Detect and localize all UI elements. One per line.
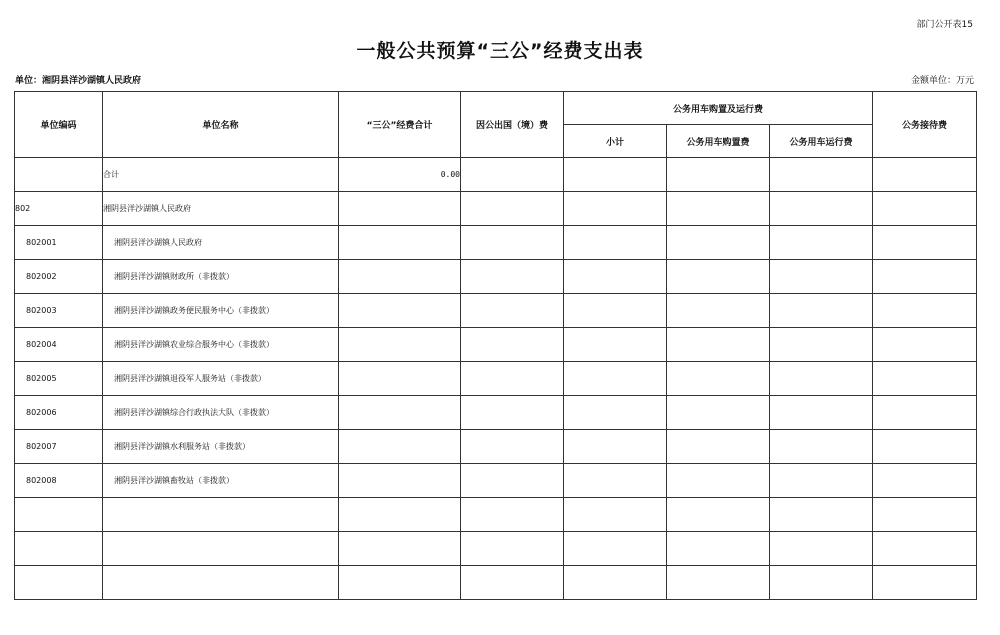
table-row [15, 498, 977, 532]
header-reception: 公务接待费 [873, 92, 977, 158]
cell-purchase [667, 192, 770, 226]
cell-name: 湘阴县洋沙湖镇畜牧站（非拨款） [103, 464, 339, 498]
cell-total [339, 430, 461, 464]
cell-operation [770, 362, 873, 396]
cell-subtotal [564, 328, 667, 362]
cell-abroad [461, 328, 564, 362]
cell-abroad [461, 498, 564, 532]
cell-purchase [667, 226, 770, 260]
table-row [15, 260, 977, 294]
cell-operation [770, 566, 873, 600]
table-row [15, 362, 977, 396]
cell-reception [873, 464, 977, 498]
cell-purchase [667, 158, 770, 192]
cell-name: 湘阴县洋沙湖镇人民政府 [103, 192, 339, 226]
cell-subtotal [564, 362, 667, 396]
cell-code: 802001 [15, 226, 103, 260]
cell-total [339, 328, 461, 362]
cell-subtotal [564, 294, 667, 328]
cell-operation [770, 328, 873, 362]
cell-code: 802008 [15, 464, 103, 498]
header-total: “三公”经费合计 [339, 92, 461, 158]
cell-name: 湘阴县洋沙湖镇政务便民服务中心（非拨款） [103, 294, 339, 328]
cell-total [339, 498, 461, 532]
cell-reception [873, 226, 977, 260]
expenditure-table [14, 91, 977, 600]
cell-subtotal [564, 532, 667, 566]
cell-abroad [461, 532, 564, 566]
cell-code [15, 532, 103, 566]
cell-reception [873, 192, 977, 226]
cell-reception [873, 396, 977, 430]
header-purchase: 公务用车购置费 [667, 125, 770, 158]
cell-name: 湘阴县洋沙湖镇综合行政执法大队（非拨款） [103, 396, 339, 430]
unit-label: 单位：湘阴县洋沙湖镇人民政府 [15, 76, 142, 86]
cell-code: 802007 [15, 430, 103, 464]
cell-purchase [667, 362, 770, 396]
cell-name [103, 532, 339, 566]
cell-abroad [461, 294, 564, 328]
cell-total [339, 294, 461, 328]
page-title: 一般公共预算“三公”经费支出表 [356, 40, 644, 62]
cell-abroad [461, 396, 564, 430]
table-row [15, 158, 977, 192]
cell-operation [770, 464, 873, 498]
table-body [15, 158, 977, 600]
cell-name: 合计 [103, 158, 339, 192]
cell-name: 湘阴县洋沙湖镇水利服务站（非拨款） [103, 430, 339, 464]
cell-subtotal [564, 498, 667, 532]
table-row [15, 192, 977, 226]
cell-purchase [667, 430, 770, 464]
cell-operation [770, 158, 873, 192]
cell-operation [770, 192, 873, 226]
header-code: 单位编码 [15, 92, 103, 158]
cell-code: 802003 [15, 294, 103, 328]
cell-operation [770, 294, 873, 328]
table-row [15, 430, 977, 464]
cell-purchase [667, 294, 770, 328]
cell-subtotal [564, 396, 667, 430]
cell-name: 湘阴县洋沙湖镇财政所（非拨款） [103, 260, 339, 294]
cell-total [339, 362, 461, 396]
cell-purchase [667, 260, 770, 294]
cell-total: 0.00 [339, 158, 461, 192]
header-operation: 公务用车运行费 [770, 125, 873, 158]
cell-code [15, 158, 103, 192]
cell-total [339, 396, 461, 430]
cell-purchase [667, 532, 770, 566]
cell-subtotal [564, 566, 667, 600]
header-abroad: 因公出国（境）费 [461, 92, 564, 158]
cell-purchase [667, 498, 770, 532]
cell-abroad [461, 464, 564, 498]
table-row [15, 566, 977, 600]
cell-code: 802 [15, 192, 103, 226]
cell-total [339, 192, 461, 226]
table-row [15, 532, 977, 566]
cell-operation [770, 498, 873, 532]
cell-reception [873, 498, 977, 532]
cell-subtotal [564, 464, 667, 498]
header-subtotal: 小计 [564, 125, 667, 158]
cell-abroad [461, 158, 564, 192]
cell-reception [873, 430, 977, 464]
cell-reception [873, 532, 977, 566]
cell-reception [873, 566, 977, 600]
cell-abroad [461, 430, 564, 464]
cell-code: 802004 [15, 328, 103, 362]
form-number: 部门公开表15 [916, 20, 973, 30]
cell-code: 802005 [15, 362, 103, 396]
cell-name [103, 498, 339, 532]
table-row [15, 328, 977, 362]
cell-operation [770, 260, 873, 294]
table-row [15, 464, 977, 498]
cell-total [339, 226, 461, 260]
cell-total [339, 532, 461, 566]
cell-code: 802002 [15, 260, 103, 294]
cell-operation [770, 226, 873, 260]
header-name: 单位名称 [103, 92, 339, 158]
cell-name: 湘阴县洋沙湖镇农业综合服务中心（非拨款） [103, 328, 339, 362]
cell-name: 湘阴县洋沙湖镇退役军人服务站（非拨款） [103, 362, 339, 396]
cell-reception [873, 328, 977, 362]
cell-subtotal [564, 430, 667, 464]
table-row [15, 226, 977, 260]
cell-purchase [667, 566, 770, 600]
cell-total [339, 260, 461, 294]
cell-name [103, 566, 339, 600]
cell-abroad [461, 362, 564, 396]
cell-purchase [667, 396, 770, 430]
cell-name: 湘阴县洋沙湖镇人民政府 [103, 226, 339, 260]
cell-abroad [461, 260, 564, 294]
table-row [15, 294, 977, 328]
cell-reception [873, 260, 977, 294]
cell-reception [873, 294, 977, 328]
cell-reception [873, 362, 977, 396]
cell-subtotal [564, 226, 667, 260]
cell-subtotal [564, 158, 667, 192]
cell-total [339, 566, 461, 600]
header-vehicle-group: 公务用车购置及运行费 [564, 92, 873, 125]
cell-abroad [461, 566, 564, 600]
cell-code [15, 498, 103, 532]
cell-code: 802006 [15, 396, 103, 430]
cell-subtotal [564, 260, 667, 294]
money-unit-label: 金额单位：万元 [910, 76, 974, 86]
cell-operation [770, 396, 873, 430]
cell-code [15, 566, 103, 600]
cell-purchase [667, 464, 770, 498]
cell-abroad [461, 192, 564, 226]
cell-reception [873, 158, 977, 192]
cell-total [339, 464, 461, 498]
table-row [15, 396, 977, 430]
cell-abroad [461, 226, 564, 260]
cell-operation [770, 532, 873, 566]
cell-purchase [667, 328, 770, 362]
cell-operation [770, 430, 873, 464]
cell-subtotal [564, 192, 667, 226]
